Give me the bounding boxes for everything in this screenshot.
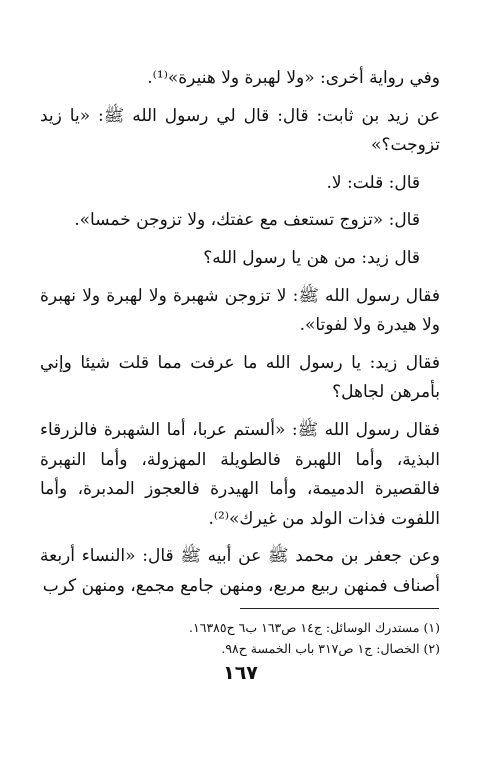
- paragraph-zayd-answer: قال: قلت: لا.: [326, 172, 420, 193]
- paragraph-other-narration: وفي رواية أخرى: «ولا لهبرة ولا هنيرة»⁽¹⁾.: [147, 68, 440, 88]
- footnote-1: (١) مستدرك الوسائل: ج١٤ ص١٦٣ ب٦ ح١٦٣٨٥.: [189, 620, 440, 635]
- footnote-divider: [240, 608, 439, 609]
- footnotes: [40, 617, 440, 659]
- page-number: ١٦٧: [223, 662, 258, 684]
- paragraph-zayd-question: عن زيد بن ثابت: قال: قال لي رسول الله ﷺ: «يا زيد تزوجت؟»: [40, 105, 440, 156]
- paragraph-jafar-narration: وعن جعفر بن محمد ﷺ عن أبيه ﷺ قال: «النساء أربعة أصناف فمنهن ربيع مربع، ومنهن جامع مجمع، ومنهن كرب: [40, 546, 440, 596]
- main-text: [40, 64, 440, 602]
- paragraph-prophet-advice: قال: «تزوج تستعف مع عفتك، ولا تزوجن خمسا».: [74, 210, 420, 231]
- paragraph-zayd-confused: فقال زيد: يا رسول الله ما عرفت مما قلت شيئا وإني بأمرهن لجاهل؟: [40, 352, 440, 403]
- footnote-2: (٢) الخصال: ج١ ص٣١٧ باب الخمسة ح٩٨.: [221, 641, 440, 656]
- paragraph-prophet-list: فقال رسول الله ﷺ: لا تزوجن شهبرة ولا لهبرة ولا نهبرة ولا هيدرة ولا لفوتا».: [40, 285, 440, 336]
- paragraph-prophet-explains: فقال رسول الله ﷺ: «ألستم عربا، أما الشهبرة فالزرقاء البذية، وأما اللهبرة فالطويلة المهزولة، وأما النهبرة فالقصيرة الدميمة، وأما الهيدرة فالعجوز المدبرة، وأما اللفوت فذات الولد من غيرك»⁽²⁾.: [40, 419, 440, 529]
- paragraph-zayd-asks: قال زيد: من هن يا رسول الله؟: [203, 247, 420, 268]
